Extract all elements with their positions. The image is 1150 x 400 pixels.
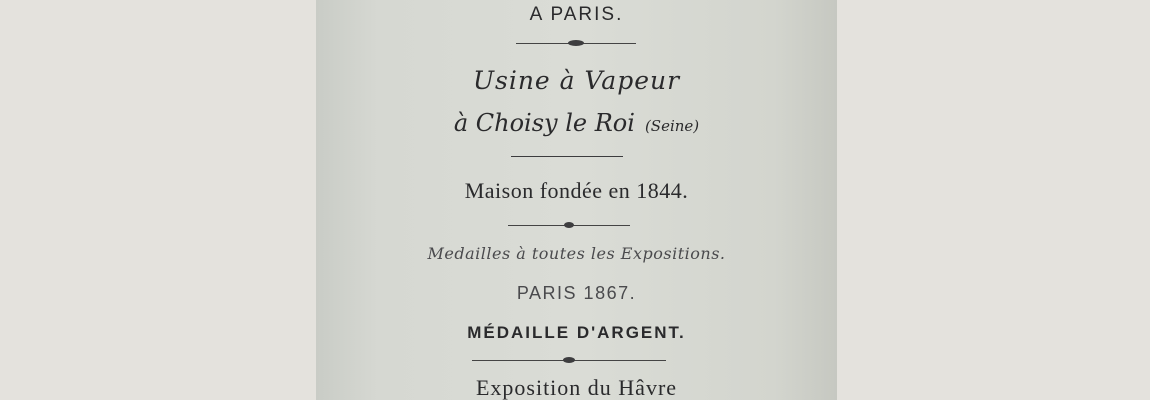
factory-location-text: à Choisy le Roi	[453, 109, 635, 137]
ornament-divider	[516, 40, 636, 48]
factory-location	[316, 109, 837, 137]
ornament-divider	[508, 222, 630, 230]
factory-region: (Seine)	[644, 117, 700, 135]
document-card	[316, 0, 837, 400]
paris-year: PARIS 1867.	[516, 283, 637, 303]
founded-line: Maison fondée en 1844.	[464, 178, 689, 203]
city-heading: A PARIS.	[529, 4, 624, 25]
medal-award: MÉDAILLE D'ARGENT.	[467, 323, 686, 342]
factory-title: Usine à Vapeur	[472, 66, 681, 95]
ornament-divider	[472, 357, 666, 365]
medals-intro: Medailles à toutes les Expositions.	[427, 244, 726, 263]
short-divider	[511, 156, 623, 157]
exposition-line: Exposition du Hâvre	[475, 375, 678, 400]
